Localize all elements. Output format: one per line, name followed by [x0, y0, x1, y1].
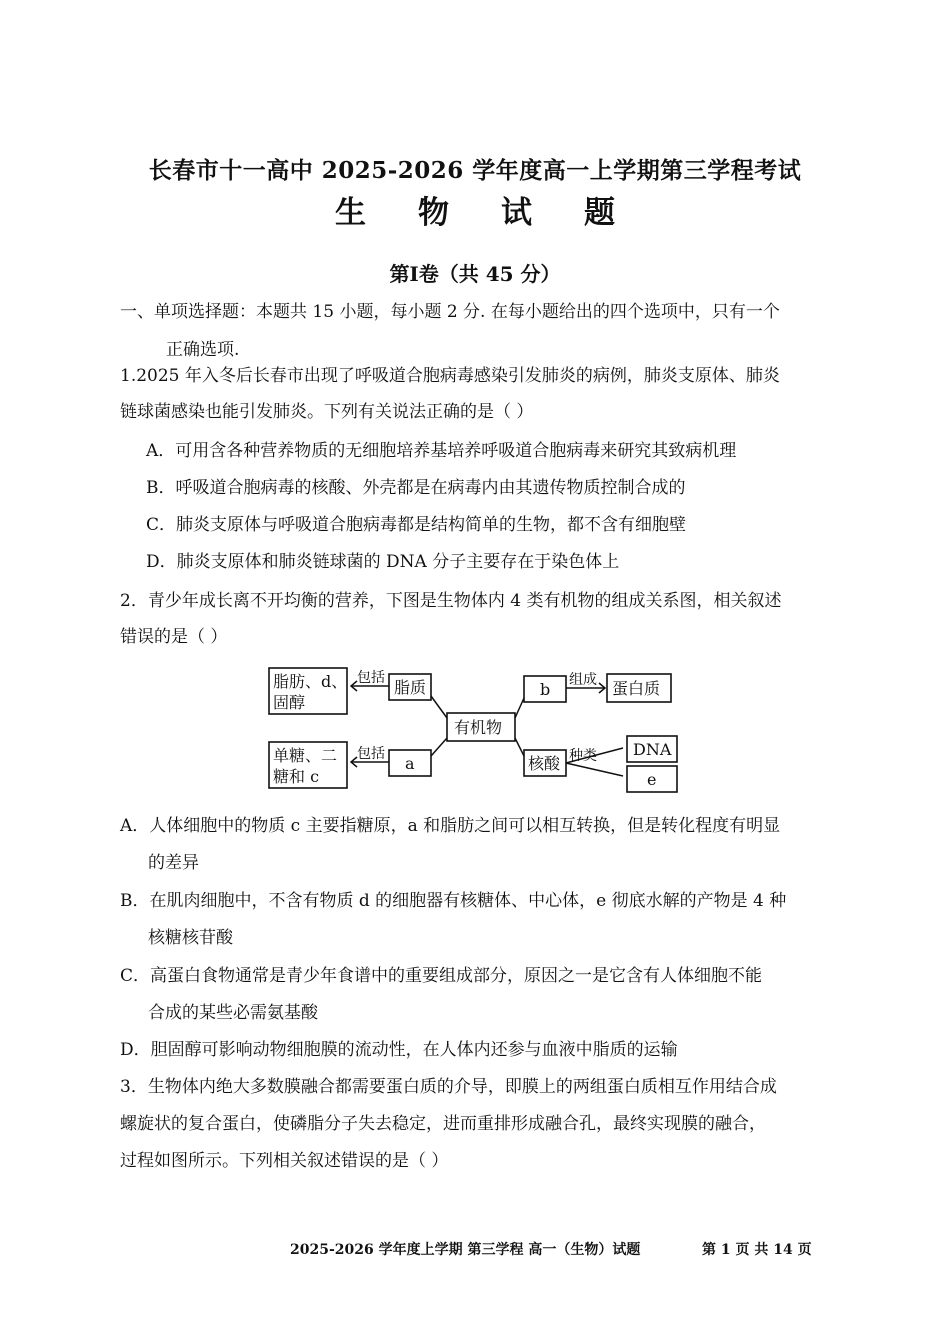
q2-stem-line1: 2．青少年成长离不开均衡的营养，下图是生物体内 4 类有机物的组成关系图，相关叙述: [120, 591, 782, 611]
sugar-box-label-2: 糖和 c: [273, 767, 320, 786]
fat-box-label-1: 脂肪、d、: [273, 672, 348, 691]
q2-stem-line2: 错误的是（ ）: [120, 627, 228, 647]
q1-option-c: C．肺炎支原体与呼吸道合胞病毒都是结构简单的生物，都不含有细胞壁: [146, 515, 687, 535]
kinds-label: 种类: [569, 748, 597, 764]
q1-option-a: A．可用含各种营养物质的无细胞培养基培养呼吸道合胞病毒来研究其致病机理: [146, 441, 737, 461]
section-instruction-1: 一、单项选择题：本题共 15 小题，每小题 2 分. 在每小题给出的四个选项中，只有一个: [120, 302, 780, 322]
part-heading: 第Ⅰ卷（共 45 分）: [389, 262, 561, 286]
include-label-1: 包括: [357, 670, 385, 686]
include-label-2: 包括: [357, 746, 385, 762]
compose-label: 组成: [569, 672, 597, 688]
e-label: e: [647, 770, 657, 789]
subject-title: 生物试题: [335, 195, 667, 231]
dna-label: DNA: [633, 740, 672, 759]
q1-stem-line2: 链球菌感染也能引发肺炎。下列有关说法正确的是（ ）: [120, 402, 534, 422]
q3-stem-line1: 3．生物体内绝大多数膜融合都需要蛋白质的介导，即膜上的两组蛋白质相互作用结合成: [120, 1077, 777, 1097]
q1-option-b: B．呼吸道合胞病毒的核酸、外壳都是在病毒内由其遗传物质控制合成的: [146, 478, 686, 498]
q1-stem-line1: 1.2025 年入冬后长春市出现了呼吸道合胞病毒感染引发肺炎的病例，肺炎支原体、肺炎: [120, 366, 780, 386]
q3-stem-line2: 螺旋状的复合蛋白，使磷脂分子失去稳定，进而重排形成融合孔，最终实现膜的融合，: [120, 1114, 766, 1134]
footer-exam-info: 2025-2026 学年度上学期 第三学程 高一（生物）试题: [290, 1242, 641, 1258]
q1-option-d: D．肺炎支原体和肺炎链球菌的 DNA 分子主要存在于染色体上: [146, 552, 620, 572]
sugar-box-label-1: 单糖、二: [273, 746, 338, 765]
fat-box-label-2: 固醇: [273, 693, 306, 712]
exam-title: 长春市十一高中 2025-2026 学年度高一上学期第三学程考试: [148, 157, 802, 184]
q2-option-c-line1: C．高蛋白食物通常是青少年食谱中的重要组成部分，原因之一是它含有人体细胞不能: [120, 966, 763, 986]
q2-option-a-line1: A．人体细胞中的物质 c 主要指糖原，a 和脂肪之间可以相互转换，但是转化程度有明显: [120, 816, 781, 836]
q2-option-b-line1: B．在肌肉细胞中，不含有物质 d 的细胞器有核糖体、中心体，e 彻底水解的产物是 4 种: [120, 891, 787, 911]
lipid-label: 脂质: [394, 678, 427, 697]
organic-label: 有机物: [454, 718, 503, 737]
a-label: a: [405, 754, 415, 773]
organic-compounds-diagram: [265, 662, 685, 802]
q2-option-b-line2: 核糖核苷酸: [148, 928, 233, 948]
nucleic-label: 核酸: [528, 754, 561, 773]
q2-option-a-line2: 的差异: [148, 853, 199, 873]
q3-stem-line3: 过程如图所示。下列相关叙述错误的是（ ）: [120, 1151, 449, 1171]
q2-option-c-line2: 合成的某些必需氨基酸: [148, 1003, 318, 1023]
b-label: b: [540, 680, 551, 699]
section-instruction-2: 正确选项.: [166, 340, 240, 360]
footer-page-number: 第 1 页 共 14 页: [702, 1242, 812, 1258]
q2-option-d: D．胆固醇可影响动物细胞膜的流动性，在人体内还参与血液中脂质的运输: [120, 1040, 678, 1060]
protein-label: 蛋白质: [612, 679, 661, 698]
